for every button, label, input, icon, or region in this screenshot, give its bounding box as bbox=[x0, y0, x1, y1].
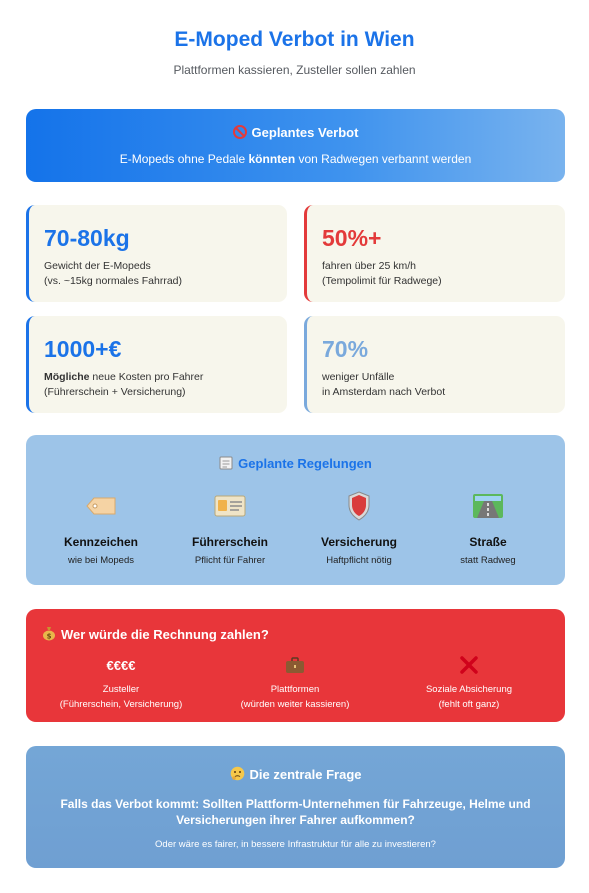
stat-description bbox=[322, 259, 442, 289]
stat-line-bold: Mögliche bbox=[44, 371, 90, 383]
regulation-item-versicherung bbox=[292, 489, 426, 566]
stat-line: fahren über 25 km/h bbox=[322, 260, 416, 272]
stat-value: 50%+ bbox=[322, 225, 382, 251]
euro-signs: €€€€ bbox=[106, 657, 136, 673]
regulations-title-row bbox=[26, 455, 565, 473]
regulation-label: Kennzeichen bbox=[63, 535, 138, 549]
regulation-item-kennzeichen bbox=[34, 489, 168, 566]
stat-line: (Führerschein + Versicherung) bbox=[44, 386, 186, 398]
ban-title: Geplantes Verbot bbox=[251, 125, 359, 140]
shield-icon bbox=[292, 489, 426, 523]
payment-sub: (würden weiter kassieren) bbox=[240, 699, 350, 710]
ban-text-part: von Radwegen verbannt werden bbox=[295, 152, 472, 166]
payment-panel bbox=[26, 609, 565, 722]
stat-description bbox=[44, 259, 182, 289]
regulation-item-fuehrerschein bbox=[163, 489, 297, 566]
stat-line: Gewicht der E-Mopeds bbox=[44, 260, 151, 272]
ban-text bbox=[26, 152, 565, 166]
payment-item-zusteller bbox=[31, 655, 211, 710]
id-card-icon bbox=[163, 489, 297, 523]
regulation-label: Führerschein bbox=[191, 535, 269, 549]
regulation-item-strasse bbox=[421, 489, 555, 566]
payment-sub: (Führerschein, Versicherung) bbox=[59, 699, 183, 710]
page-title: E-Moped Verbot in Wien bbox=[174, 28, 415, 51]
question-title-row bbox=[26, 766, 565, 784]
question-title: Die zentrale Frage bbox=[249, 767, 362, 782]
question-sub: Oder wäre es fairer, in bessere Infrastruktur für alle zu investieren? bbox=[155, 839, 436, 850]
question-text: Falls das Verbot kommt: Sollten Plattform-Unternehmen für Fahrzeuge, Helme und Versicherungen ihrer Fahrer aufkommen? bbox=[60, 797, 531, 827]
no-entry-icon bbox=[233, 125, 247, 142]
page-subtitle: Plattformen kassieren, Zusteller sollen zahlen bbox=[173, 63, 416, 77]
regulation-label: Versicherung bbox=[320, 535, 398, 549]
payment-item-soziale-absicherung bbox=[379, 655, 559, 710]
briefcase-icon bbox=[205, 655, 385, 675]
regulation-sub: Pflicht für Fahrer bbox=[194, 555, 266, 566]
payment-label: Plattformen bbox=[270, 684, 320, 695]
payment-item-plattformen bbox=[205, 655, 385, 710]
regulations-title: Geplante Regelungen bbox=[238, 456, 372, 471]
thinking-face-icon bbox=[230, 766, 245, 784]
cross-mark-icon bbox=[379, 655, 559, 675]
stat-card-costs bbox=[26, 316, 287, 413]
regulation-sub: Haftpflicht nötig bbox=[326, 555, 392, 566]
ban-text-bold: könnten bbox=[248, 152, 296, 166]
stat-line: (vs. ~15kg normales Fahrrad) bbox=[44, 275, 183, 287]
regulation-label: Straße bbox=[469, 535, 507, 549]
stat-line: weniger Unfälle bbox=[322, 371, 395, 383]
regulation-sub: statt Radweg bbox=[460, 555, 516, 566]
svg-text:$: $ bbox=[46, 632, 52, 641]
payment-sub: (fehlt oft ganz) bbox=[438, 699, 500, 710]
ban-banner bbox=[26, 109, 565, 182]
ban-text-part: E-Mopeds ohne Pedale bbox=[119, 152, 249, 166]
road-icon bbox=[421, 489, 555, 523]
stat-line: neue Kosten pro Fahrer bbox=[89, 371, 204, 383]
stat-line: (Tempolimit für Radwege) bbox=[322, 275, 442, 287]
stat-card-weight bbox=[26, 205, 287, 302]
ban-title-row bbox=[26, 125, 565, 142]
stat-value: 70% bbox=[322, 336, 369, 362]
question-panel bbox=[26, 746, 565, 868]
stat-line: in Amsterdam nach Verbot bbox=[322, 386, 446, 398]
stat-description bbox=[44, 370, 203, 400]
stat-card-accidents bbox=[304, 316, 565, 413]
tag-icon bbox=[34, 489, 168, 523]
payment-label: Soziale Absicherung bbox=[425, 684, 513, 695]
stat-value: 70-80kg bbox=[44, 225, 130, 251]
stat-card-speed bbox=[304, 205, 565, 302]
money-bag-icon bbox=[42, 626, 56, 644]
payment-title: Wer würde die Rechnung zahlen? bbox=[61, 627, 269, 642]
stat-description bbox=[322, 370, 445, 400]
payment-label: Zusteller bbox=[102, 684, 140, 695]
stat-value: 1000+€ bbox=[44, 336, 122, 362]
regulations-panel bbox=[26, 435, 565, 585]
regulation-sub: wie bei Mopeds bbox=[67, 555, 134, 566]
clipboard-icon bbox=[219, 455, 233, 473]
payment-title-row bbox=[42, 626, 269, 644]
